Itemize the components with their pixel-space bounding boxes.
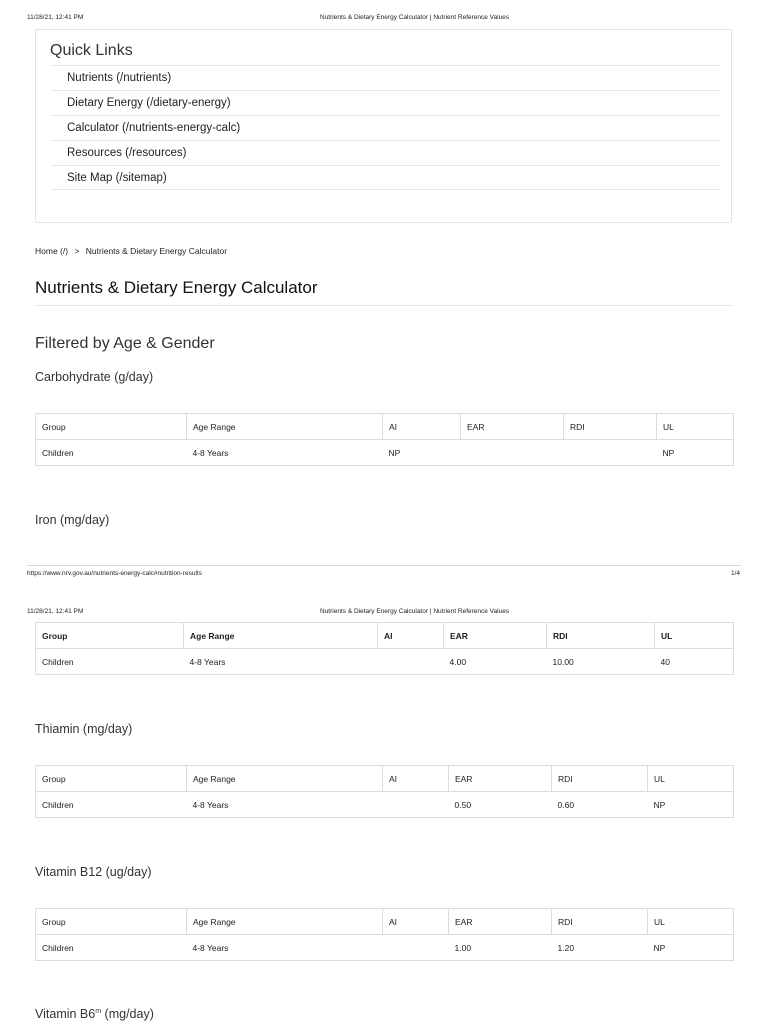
table-header-row <box>36 766 734 792</box>
col-ai: AI <box>383 909 449 935</box>
quick-links-panel <box>35 29 732 223</box>
col-rdi: RDI <box>552 766 648 792</box>
cell-ai <box>383 792 449 818</box>
carbohydrate-heading: Carbohydrate (g/day) <box>35 370 154 384</box>
cell-age-range: 4-8 Years <box>184 649 378 675</box>
vitamin-b12-table <box>35 908 734 961</box>
cell-ai: NP <box>383 440 461 466</box>
cell-ear <box>461 440 564 466</box>
print-datetime: 11/28/21, 12:41 PM <box>27 14 84 21</box>
cell-ai <box>383 935 449 961</box>
title-divider <box>35 305 733 306</box>
quick-links-list <box>51 65 720 190</box>
table-row <box>36 440 734 466</box>
cell-ear: 0.50 <box>449 792 552 818</box>
col-age-range: Age Range <box>187 414 383 440</box>
col-age-range: Age Range <box>187 909 383 935</box>
quick-links-title: Quick Links <box>50 42 133 59</box>
cell-rdi <box>564 440 657 466</box>
vitamin-b6-title: Vitamin B6 <box>35 1007 96 1021</box>
quick-link-resources[interactable]: Resources (/resources) <box>51 140 720 165</box>
breadcrumb <box>35 246 231 256</box>
cell-ul: 40 <box>655 649 734 675</box>
col-rdi: RDI <box>547 623 655 649</box>
breadcrumb-home[interactable]: Home (/) <box>35 246 69 256</box>
cell-ai <box>378 649 444 675</box>
col-ai: AI <box>378 623 444 649</box>
col-group: Group <box>36 909 187 935</box>
quick-link-dietary-energy[interactable]: Dietary Energy (/dietary-energy) <box>51 90 720 115</box>
col-ear: EAR <box>461 414 564 440</box>
page-break-rule <box>27 565 741 566</box>
iron-heading: Iron (mg/day) <box>35 513 110 527</box>
table-header-row <box>36 623 734 649</box>
quick-link-sitemap[interactable]: Site Map (/sitemap) <box>51 165 720 190</box>
cell-rdi: 10.00 <box>547 649 655 675</box>
table-header-row <box>36 414 734 440</box>
quick-link-nutrients[interactable]: Nutrients (/nutrients) <box>51 65 720 90</box>
cell-rdi: 1.20 <box>552 935 648 961</box>
col-group: Group <box>36 414 187 440</box>
cell-ul: NP <box>648 935 734 961</box>
page-title: Nutrients & Dietary Energy Calculator <box>35 278 318 297</box>
vitamin-b6-heading <box>35 1007 154 1021</box>
col-age-range: Age Range <box>184 623 378 649</box>
breadcrumb-current: Nutrients & Dietary Energy Calculator <box>85 246 228 256</box>
col-ai: AI <box>383 766 449 792</box>
cell-rdi: 0.60 <box>552 792 648 818</box>
col-ul: UL <box>648 766 734 792</box>
cell-ear: 1.00 <box>449 935 552 961</box>
thiamin-table <box>35 765 734 818</box>
col-group: Group <box>36 623 184 649</box>
col-ear: EAR <box>444 623 547 649</box>
col-ul: UL <box>655 623 734 649</box>
print-url: https://www.nrv.gov.au/nutrients-energy-calc#nutrition-results <box>27 570 202 577</box>
vitamin-b12-heading: Vitamin B12 (ug/day) <box>35 865 152 879</box>
thiamin-heading: Thiamin (mg/day) <box>35 722 133 736</box>
cell-group: Children <box>36 792 187 818</box>
col-age-range: Age Range <box>187 766 383 792</box>
col-ear: EAR <box>449 909 552 935</box>
cell-group: Children <box>36 649 184 675</box>
print-doc-title: Nutrients & Dietary Energy Calculator | Nutrient Reference Values <box>320 14 510 21</box>
cell-group: Children <box>36 440 187 466</box>
col-rdi: RDI <box>564 414 657 440</box>
table-row <box>36 792 734 818</box>
col-ul: UL <box>648 909 734 935</box>
cell-ul: NP <box>657 440 734 466</box>
vitamin-b6-unit: (mg/day) <box>101 1007 154 1021</box>
col-ear: EAR <box>449 766 552 792</box>
table-row <box>36 935 734 961</box>
carbohydrate-table <box>35 413 734 466</box>
cell-age-range: 4-8 Years <box>187 792 383 818</box>
col-rdi: RDI <box>552 909 648 935</box>
table-row <box>36 649 734 675</box>
col-ai: AI <box>383 414 461 440</box>
breadcrumb-separator: > <box>74 246 80 256</box>
cell-group: Children <box>36 935 187 961</box>
cell-ul: NP <box>648 792 734 818</box>
cell-age-range: 4-8 Years <box>187 440 383 466</box>
table-header-row <box>36 909 734 935</box>
col-group: Group <box>36 766 187 792</box>
cell-ear: 4.00 <box>444 649 547 675</box>
quick-link-calculator[interactable]: Calculator (/nutrients-energy-calc) <box>51 115 720 140</box>
print-datetime-page2: 11/28/21, 12:41 PM <box>27 608 84 615</box>
vitamin-b6-footnote-marker: m <box>95 1007 102 1015</box>
filter-heading: Filtered by Age & Gender <box>35 335 215 352</box>
iron-table <box>35 622 734 675</box>
print-doc-title-page2: Nutrients & Dietary Energy Calculator | Nutrient Reference Values <box>320 608 510 615</box>
cell-age-range: 4-8 Years <box>187 935 383 961</box>
col-ul: UL <box>657 414 734 440</box>
print-page-number: 1/4 <box>731 570 741 577</box>
